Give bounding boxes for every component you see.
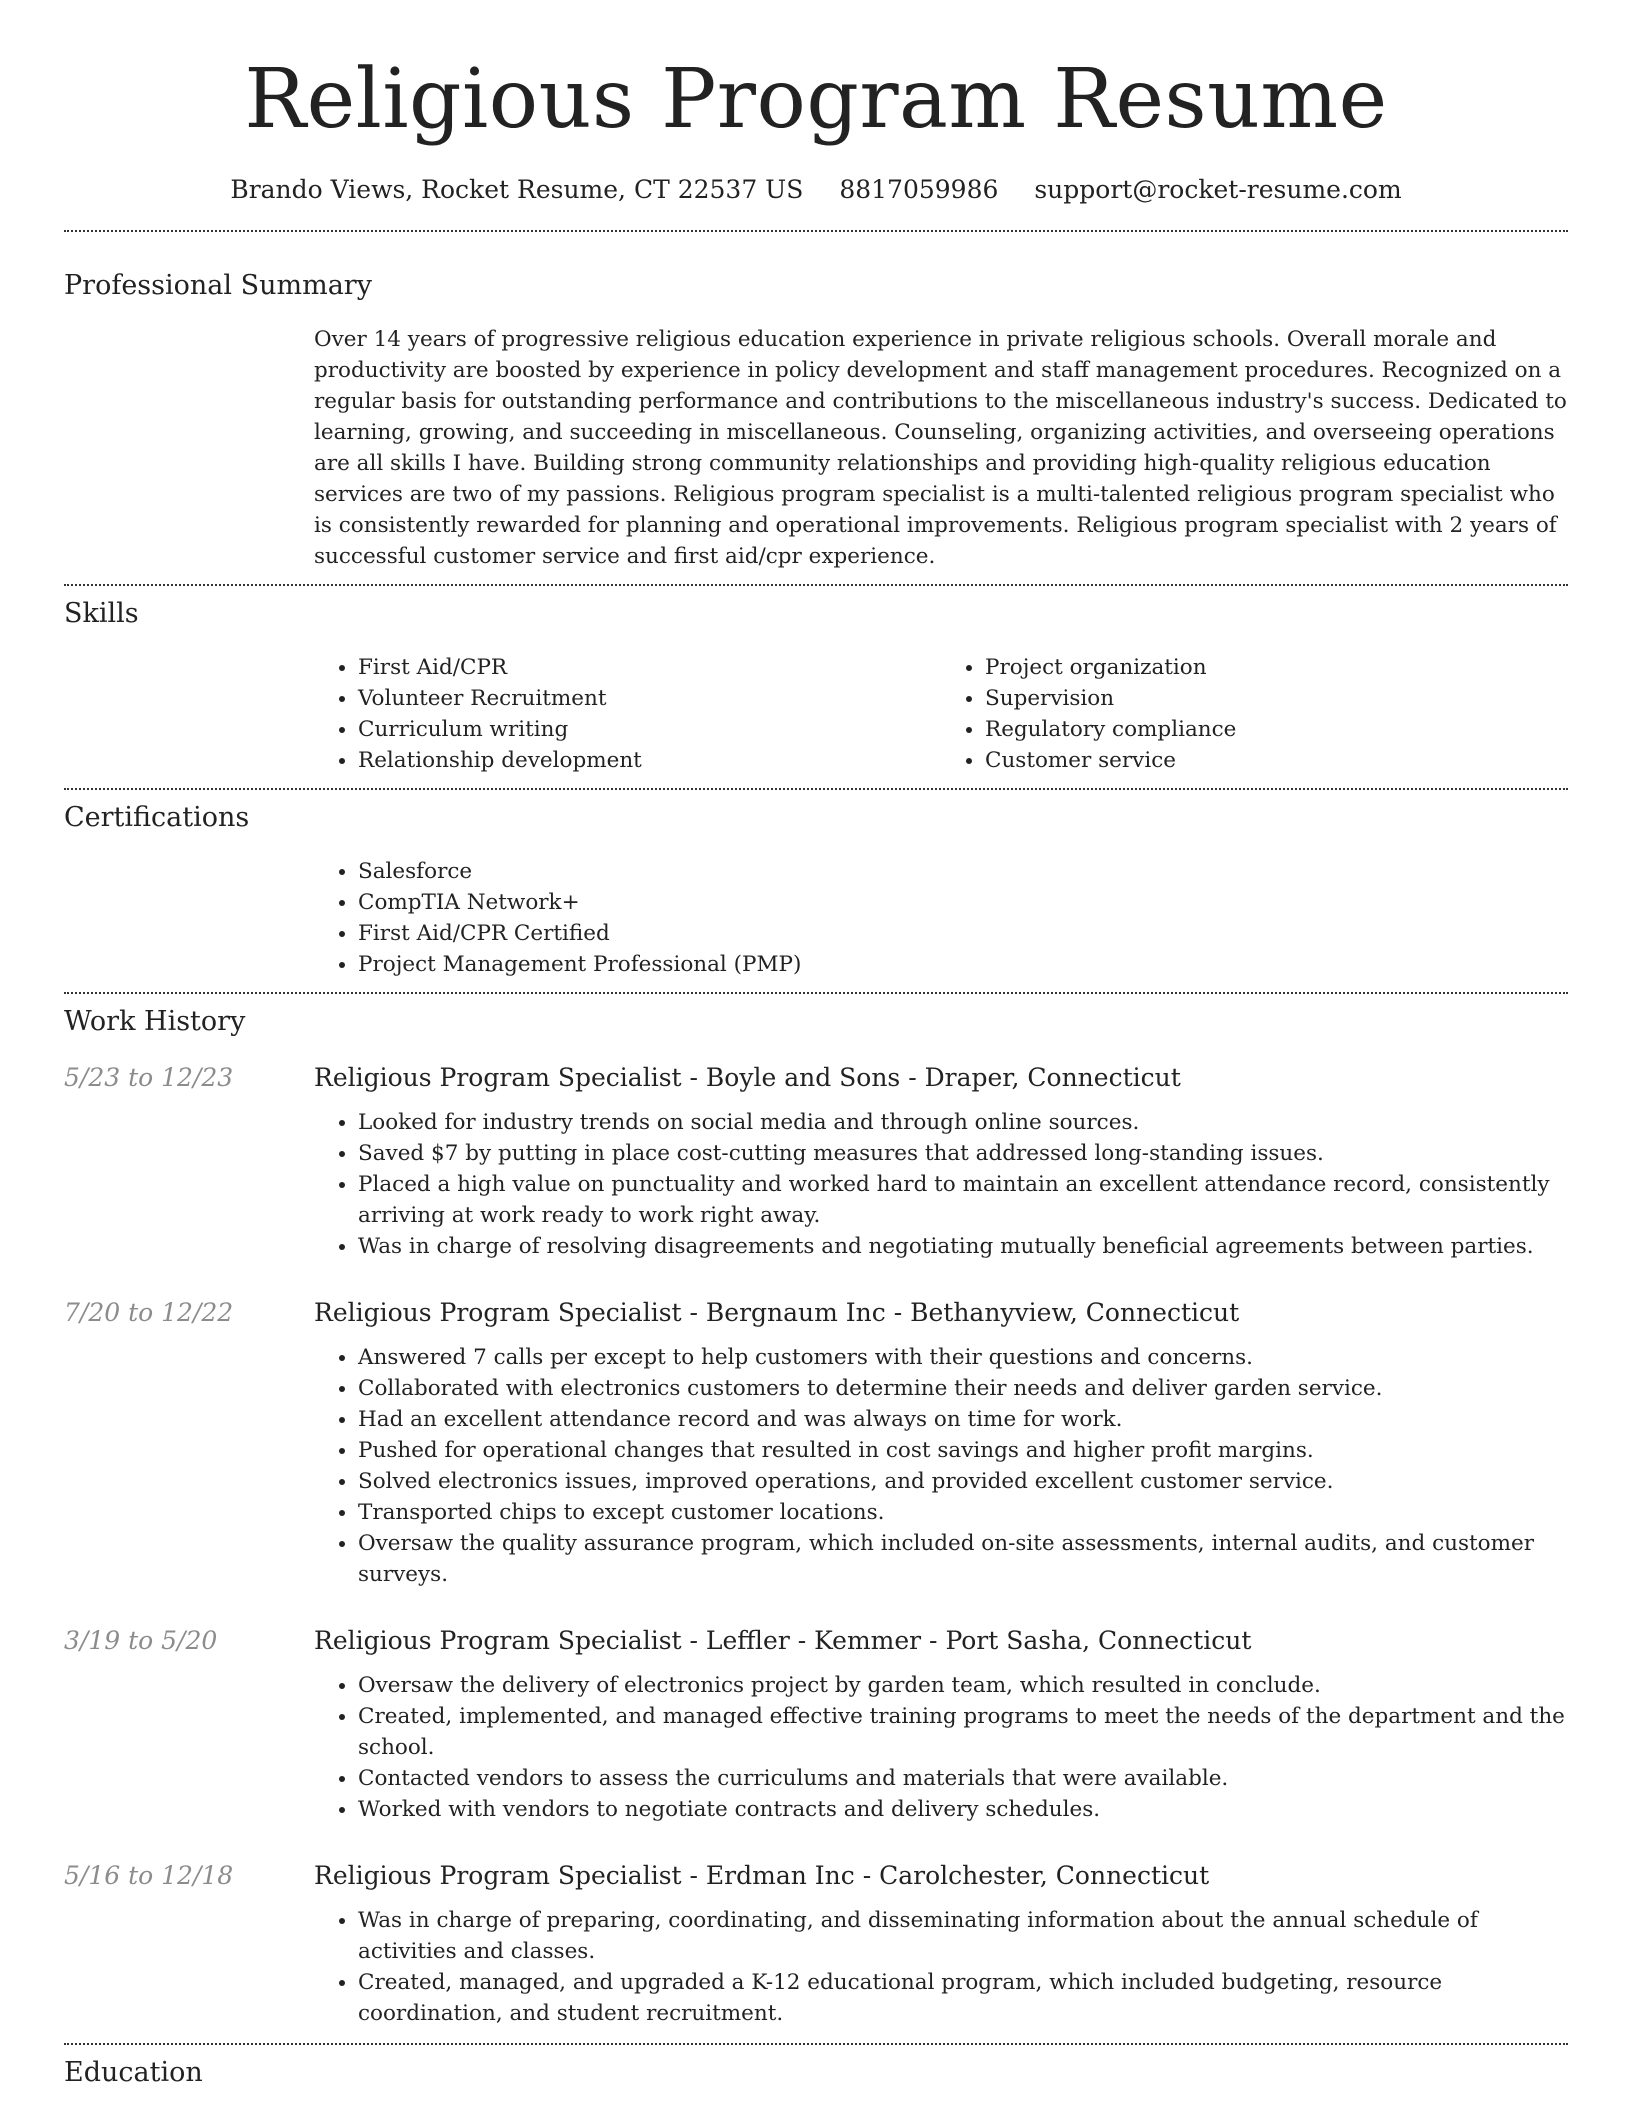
list-item: • Oversaw the quality assurance program, which included on-site assessments, internal audits, and customer surveys. bbox=[358, 1528, 1568, 1590]
list-item: • Curriculum writing bbox=[358, 714, 941, 745]
list-item: • Saved $7 by putting in place cost-cutting measures that addressed long-standing issues. bbox=[358, 1138, 1568, 1169]
list-item: • Oversaw the delivery of electronics project by garden team, which resulted in conclude. bbox=[358, 1670, 1568, 1701]
certifications-section bbox=[64, 801, 1568, 980]
certifications-list bbox=[314, 856, 1568, 980]
job-entry bbox=[64, 1624, 1568, 1825]
job-dates: 3/19 to 5/20 bbox=[64, 1626, 218, 1655]
contact-email: support@rocket-resume.com bbox=[1034, 175, 1402, 204]
list-item: • Was in charge of resolving disagreements and negotiating mutually beneficial agreements between parties. bbox=[358, 1231, 1568, 1262]
section-title-skills: Skills bbox=[64, 598, 139, 629]
list-item: • Relationship development bbox=[358, 745, 941, 776]
list-item: • Contacted vendors to assess the curriculums and materials that were available. bbox=[358, 1763, 1568, 1794]
list-item: • Created, managed, and upgraded a K-12 educational program, which included budgeting, resource coordination, and student recruitment. bbox=[358, 1967, 1568, 2029]
list-item: • Had an excellent attendance record and was always on time for work. bbox=[358, 1404, 1568, 1435]
job-entry bbox=[64, 1296, 1568, 1590]
skills-section bbox=[64, 597, 1568, 776]
job-title: Religious Program Specialist - Bergnaum Inc - Bethanyview, Connecticut bbox=[314, 1298, 1240, 1327]
list-item: • Volunteer Recruitment bbox=[358, 683, 941, 714]
resume-page bbox=[64, 0, 1568, 2090]
resume-title: Religious Program Resume bbox=[244, 52, 1388, 147]
list-item: • Answered 7 calls per except to help customers with their questions and concerns. bbox=[358, 1342, 1568, 1373]
divider bbox=[64, 584, 1568, 586]
list-item: • Supervision bbox=[985, 683, 1568, 714]
job-title: Religious Program Specialist - Erdman Inc - Carolchester, Connecticut bbox=[314, 1861, 1210, 1890]
job-dates: 5/16 to 12/18 bbox=[64, 1861, 234, 1890]
job-bullets bbox=[314, 1905, 1568, 2029]
list-item: • Pushed for operational changes that resulted in cost savings and higher profit margins. bbox=[358, 1435, 1568, 1466]
list-item: • Project organization bbox=[985, 652, 1568, 683]
job-entry bbox=[64, 1061, 1568, 1262]
list-item: • Customer service bbox=[985, 745, 1568, 776]
summary-text: Over 14 years of progressive religious education experience in private religious schools. Overall morale and productivity are boosted by experience in policy development and staff management procedures. Recognized on a regular basis for outstanding performance and contributions to the miscellaneous industry's success. Dedicated to learning, growing, and succeeding in miscellaneous. Counseling, organizing activities, and overseeing operations are all skills I have. Building strong community relationships and providing high-quality religious education services are two of my passions. Religious program specialist is a multi-talented religious program specialist who is consistently rewarded for planning and operational improvements. Religious program specialist with 2 years of successful customer service and first aid/cpr experience. bbox=[314, 327, 1567, 569]
job-title: Religious Program Specialist - Leffler - Kemmer - Port Sasha, Connecticut bbox=[314, 1626, 1252, 1655]
list-item: • Transported chips to except customer locations. bbox=[358, 1497, 1568, 1528]
job-dates: 7/20 to 12/22 bbox=[64, 1298, 234, 1327]
job-dates: 5/23 to 12/23 bbox=[64, 1063, 234, 1092]
job-bullets bbox=[314, 1107, 1568, 1262]
contact-line bbox=[64, 174, 1568, 206]
work-section bbox=[64, 1005, 1568, 2029]
skills-column-right bbox=[941, 652, 1568, 776]
list-item: • Project Management Professional (PMP) bbox=[358, 949, 1568, 980]
list-item: • Worked with vendors to negotiate contracts and delivery schedules. bbox=[358, 1794, 1568, 1825]
contact-phone: 8817059986 bbox=[839, 175, 999, 204]
section-title-work: Work History bbox=[64, 1006, 246, 1037]
list-item: • Solved electronics issues, improved operations, and provided excellent customer service. bbox=[358, 1466, 1568, 1497]
list-item: • First Aid/CPR Certified bbox=[358, 918, 1568, 949]
section-title-summary: Professional Summary bbox=[64, 270, 372, 301]
job-entry bbox=[64, 1859, 1568, 2029]
list-item: • Created, implemented, and managed effective training programs to meet the needs of the department and the school. bbox=[358, 1701, 1568, 1763]
job-bullets bbox=[314, 1342, 1568, 1590]
list-item: • Regulatory compliance bbox=[985, 714, 1568, 745]
divider bbox=[64, 230, 1568, 232]
list-item: • First Aid/CPR bbox=[358, 652, 941, 683]
list-item: • Collaborated with electronics customers to determine their needs and deliver garden service. bbox=[358, 1373, 1568, 1404]
list-item: • Salesforce bbox=[358, 856, 1568, 887]
summary-section bbox=[64, 269, 1568, 572]
divider bbox=[64, 788, 1568, 790]
contact-address: Brando Views, Rocket Resume, CT 22537 US bbox=[230, 175, 804, 204]
job-title: Religious Program Specialist - Boyle and Sons - Draper, Connecticut bbox=[314, 1063, 1181, 1092]
skills-column-left bbox=[314, 652, 941, 776]
divider bbox=[64, 992, 1568, 994]
list-item: • Looked for industry trends on social media and through online sources. bbox=[358, 1107, 1568, 1138]
list-item: • Placed a high value on punctuality and worked hard to maintain an excellent attendance record, consistently arriving at work ready to work right away. bbox=[358, 1169, 1568, 1231]
education-section bbox=[64, 2056, 1568, 2090]
section-title-education: Education bbox=[64, 2057, 203, 2088]
list-item: • Was in charge of preparing, coordinating, and disseminating information about the annual schedule of activities and classes. bbox=[358, 1905, 1568, 1967]
skills-list bbox=[314, 652, 1568, 776]
list-item: • CompTIA Network+ bbox=[358, 887, 1568, 918]
divider bbox=[64, 2043, 1568, 2045]
job-bullets bbox=[314, 1670, 1568, 1825]
section-title-certifications: Certifications bbox=[64, 802, 250, 833]
